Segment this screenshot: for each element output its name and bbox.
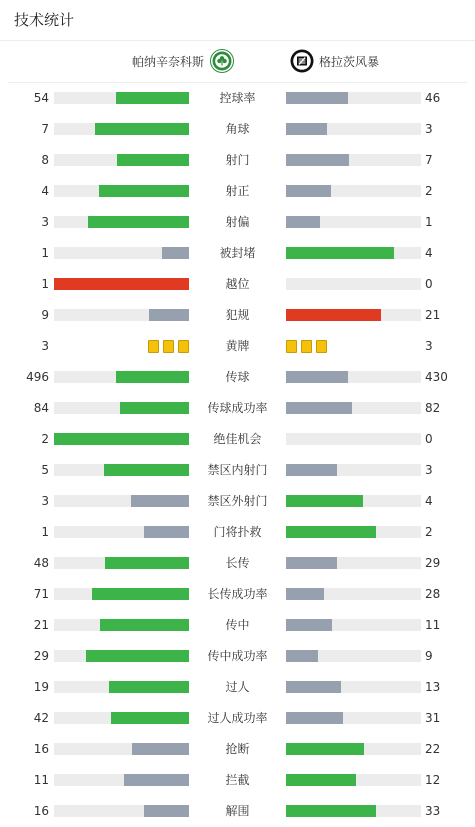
home-value: 3 [41,215,49,229]
home-bar [162,247,189,259]
home-bar-track [54,805,189,817]
home-value: 1 [41,246,49,260]
home-value: 7 [41,122,49,136]
home-bar-track [54,154,189,166]
home-value: 4 [41,184,49,198]
away-bar [286,123,327,135]
stat-label: 绝佳机会 [213,432,262,446]
away-value: 0 [425,432,433,446]
stat-row [0,331,475,362]
stat-label: 拦截 [225,773,250,787]
away-bar-track [286,247,421,259]
home-team-name: 帕纳辛奈科斯 [131,54,204,69]
stat-row [0,269,475,300]
away-bar-track [286,402,421,414]
stat-label: 传中成功率 [207,649,268,663]
stat-label: 被封堵 [219,246,256,260]
home-bar-track [54,619,189,631]
stat-row [0,455,475,486]
home-bar [86,650,189,662]
stat-row [0,517,475,548]
away-bar-track [286,309,421,321]
home-bar [54,278,189,290]
away-bar-track [286,650,421,662]
home-bar-track [54,278,189,290]
home-value: 496 [26,370,49,384]
home-value: 3 [41,494,49,508]
home-bar-track [54,650,189,662]
stat-label: 控球率 [219,91,256,105]
away-bar-track [286,619,421,631]
away-bar [286,805,376,817]
home-bar [117,154,189,166]
home-value: 16 [33,804,49,818]
stat-row [0,362,475,393]
home-bar-track [54,464,189,476]
home-bar [120,402,189,414]
stat-row [0,207,475,238]
away-bar [286,774,356,786]
home-bar-track [54,774,189,786]
stat-row [0,796,475,827]
away-value: 28 [425,587,441,601]
home-value: 19 [33,680,49,694]
away-bar-track [286,433,421,445]
stats-header [0,0,475,41]
away-bar-track [286,216,421,228]
stat-row [0,145,475,176]
home-bar [124,774,189,786]
away-bar [286,402,352,414]
stat-label: 禁区外射门 [207,494,268,508]
stat-label: 过人成功率 [207,711,268,725]
home-value: 11 [33,773,49,787]
away-bar-track [286,185,421,197]
stat-row [0,486,475,517]
away-value: 3 [425,339,433,353]
home-value: 9 [41,308,49,322]
home-value: 42 [33,711,49,725]
away-value: 13 [425,680,441,694]
stat-row [0,734,475,765]
away-team[interactable] [290,49,379,73]
stat-label: 越位 [225,277,250,291]
away-value: 22 [425,742,441,756]
yellow-card-icon [163,340,174,353]
stat-label: 射门 [225,153,250,167]
yellow-card-icon [286,340,297,353]
away-bar [286,557,337,569]
home-bar-track [54,402,189,414]
stat-label: 禁区内射门 [207,463,268,477]
away-value: 12 [425,773,441,787]
stat-row [0,579,475,610]
away-value: 3 [425,122,433,136]
stat-label: 犯规 [225,308,250,322]
away-bar [286,495,363,507]
away-bar [286,247,394,259]
away-bar [286,681,341,693]
away-bar [286,154,349,166]
home-value: 1 [41,277,49,291]
home-bar [116,92,189,104]
stat-label: 角球 [225,122,250,136]
away-value: 2 [425,525,433,539]
stat-row [0,114,475,145]
stat-row [0,300,475,331]
away-bar [286,309,381,321]
away-bar [286,650,318,662]
away-value: 1 [425,215,433,229]
away-value: 4 [425,246,433,260]
home-value: 1 [41,525,49,539]
stat-label: 射正 [225,184,250,198]
away-bar-track [286,371,421,383]
stat-row [0,703,475,734]
home-value: 29 [33,649,49,663]
away-bar-track [286,92,421,104]
away-bar-track [286,712,421,724]
home-bar [95,123,190,135]
away-team-name: 格拉茨风暴 [319,54,380,69]
away-value: 46 [425,91,441,105]
home-bar-track [54,526,189,538]
home-bar-track [54,588,189,600]
away-value: 0 [425,277,433,291]
stat-row [0,641,475,672]
away-bar [286,619,332,631]
home-bar [99,185,189,197]
away-value: 7 [425,153,433,167]
away-value: 33 [425,804,441,818]
away-bar-track [286,774,421,786]
home-bar [105,557,189,569]
home-bar-track [54,712,189,724]
stat-label: 过人 [225,680,250,694]
stat-label: 门将扑救 [213,525,262,539]
away-bar-track [286,154,421,166]
stat-row [0,83,475,114]
yellow-card-icon [316,340,327,353]
away-bar [286,92,348,104]
away-bar [286,185,331,197]
away-bar-track [286,557,421,569]
home-value: 8 [41,153,49,167]
home-bar-track [54,557,189,569]
yellow-card-icon [178,340,189,353]
away-value: 9 [425,649,433,663]
home-team[interactable] [132,49,234,73]
stat-row [0,424,475,455]
stat-label: 传中 [225,618,250,632]
away-bar-track [286,526,421,538]
home-bar-track [54,309,189,321]
away-yellow-cards [286,340,327,353]
home-bar [54,433,189,445]
sturm-crest-icon [290,49,314,73]
away-bar-track [286,495,421,507]
home-value: 5 [41,463,49,477]
home-bar-track [54,123,189,135]
home-bar [104,464,189,476]
stat-row [0,393,475,424]
stat-row [0,610,475,641]
teams-bar [8,41,467,83]
home-bar [111,712,189,724]
home-value: 48 [33,556,49,570]
away-value: 29 [425,556,441,570]
home-bar-track [54,92,189,104]
stats-list [0,83,475,827]
home-bar [100,619,189,631]
home-bar [116,371,189,383]
away-value: 430 [425,370,448,384]
home-bar [132,743,189,755]
stat-label: 射偏 [225,215,250,229]
clover-crest-icon [210,49,234,73]
home-bar-track [54,681,189,693]
home-bar-track [54,743,189,755]
home-bar-track [54,495,189,507]
home-value: 21 [33,618,49,632]
stat-label: 黄牌 [225,339,250,353]
home-value: 71 [33,587,49,601]
home-value: 16 [33,742,49,756]
page-title: 技术统计 [14,11,75,29]
home-bar-track [54,185,189,197]
home-value: 84 [33,401,49,415]
home-bar [131,495,189,507]
stat-label: 传球成功率 [207,401,268,415]
home-bar [88,216,189,228]
home-value: 2 [41,432,49,446]
away-bar-track [286,123,421,135]
away-value: 3 [425,463,433,477]
home-value: 3 [41,339,49,353]
away-bar-track [286,464,421,476]
home-bar [144,805,189,817]
away-value: 2 [425,184,433,198]
home-yellow-cards [148,340,189,353]
stat-label: 长传成功率 [207,587,268,601]
stat-row [0,765,475,796]
away-value: 11 [425,618,441,632]
away-bar [286,588,324,600]
away-bar-track [286,588,421,600]
stat-label: 抢断 [225,742,250,756]
home-bar-track [54,216,189,228]
away-bar-track [286,743,421,755]
away-bar [286,371,348,383]
stat-row [0,176,475,207]
home-bar-track [54,371,189,383]
home-bar [144,526,189,538]
away-bar-track [286,805,421,817]
away-bar [286,526,376,538]
away-bar [286,464,337,476]
stat-row [0,238,475,269]
stat-label: 长传 [225,556,250,570]
away-value: 21 [425,308,441,322]
away-value: 4 [425,494,433,508]
home-bar-track [54,247,189,259]
stat-row [0,548,475,579]
away-bar [286,743,364,755]
away-value: 82 [425,401,441,415]
stat-label: 传球 [225,370,250,384]
home-bar-track [54,433,189,445]
away-bar [286,216,320,228]
yellow-card-icon [301,340,312,353]
away-value: 31 [425,711,441,725]
home-value: 54 [33,91,49,105]
yellow-card-icon [148,340,159,353]
home-bar [109,681,189,693]
stat-row [0,672,475,703]
home-bar [92,588,189,600]
away-bar-track [286,278,421,290]
away-bar-track [286,681,421,693]
stat-label: 解围 [225,804,250,818]
away-bar [286,712,343,724]
home-bar [149,309,190,321]
